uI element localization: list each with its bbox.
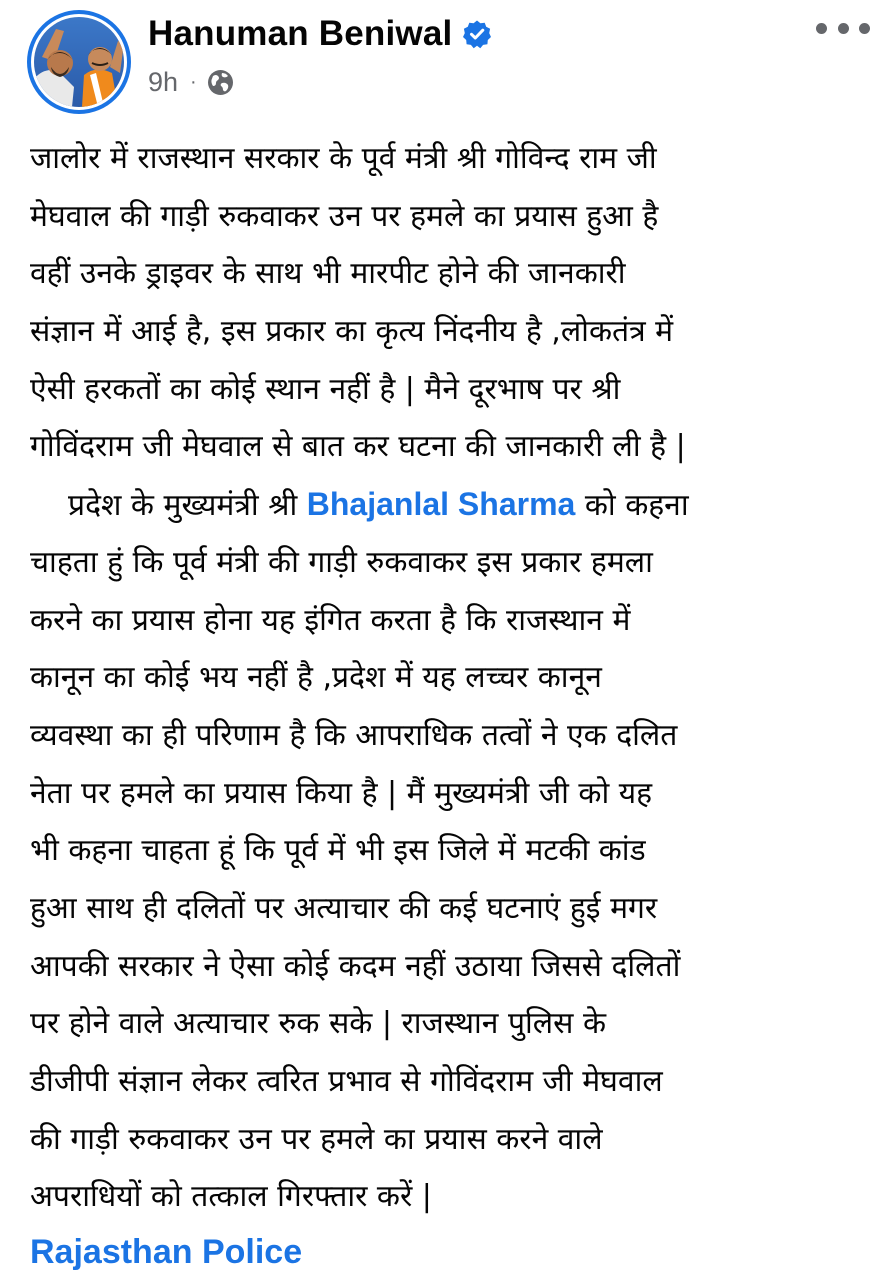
post-header: [0, 0, 892, 122]
post-text-line: वहीं उनके ड्राइवर के साथ भी मारपीट होने की जानकारी: [30, 256, 626, 292]
post-text-line: पर होने वाले अत्याचार रुक सके | राजस्थान पुलिस के: [30, 1006, 606, 1042]
post-text-line: व्यवस्था का ही परिणाम है कि आपराधिक तत्वों ने एक दलित: [30, 717, 678, 753]
post-text-line: जालोर में राजस्थान सरकार के पूर्व मंत्री श्री गोविन्द राम जी: [30, 141, 657, 176]
author-name[interactable]: Hanuman Beniwal: [148, 14, 453, 53]
post-text-line: डीजीपी संज्ञान लेकर त्वरित प्रभाव से गोविंदराम जी मेघवाल: [30, 1064, 663, 1099]
avatar[interactable]: [31, 14, 127, 110]
post-text-line: मेघवाल की गाड़ी रुकवाकर उन पर हमले का प्रयास हुआ है: [30, 198, 659, 234]
post-text-line: नेता पर हमले का प्रयास किया है | मैं मुख्यमंत्री जी को यह: [30, 775, 653, 811]
post-text: [30, 130, 880, 1226]
post-timestamp[interactable]: 9h: [148, 66, 179, 97]
author-row: [148, 12, 492, 56]
profile-photo: [34, 17, 124, 107]
post-text-line: अपराधियों को तत्काल गिरफ्तार करें |: [30, 1179, 432, 1215]
post-text-line: संज्ञान में आई है, इस प्रकार का कृत्य निंदनीय है ,लोकतंत्र में: [30, 314, 674, 350]
post-text-line: चाहता हुं कि पूर्व मंत्री की गाड़ी रुकवाकर इस प्रकार हमला: [30, 544, 653, 580]
avatar-story-ring[interactable]: [27, 10, 131, 114]
post-text-fragment: प्रदेश के मुख्यमंत्री श्री: [68, 488, 307, 524]
more-options-icon: [816, 23, 827, 34]
more-options-icon-dot: [838, 23, 849, 34]
post-text-line: गोविंदराम जी मेघवाल से बात कर घटना की जानकारी ली है |: [30, 429, 686, 465]
more-options-button[interactable]: [816, 12, 870, 44]
post-text-line: हुआ साथ ही दलितों पर अत्याचार की कई घटनाएं हुई मगर: [30, 890, 658, 926]
verified-badge-icon: [462, 19, 492, 49]
meta-separator: ·: [190, 70, 197, 93]
post-text-line: आपकी सरकार ने ऐसा कोई कदम नहीं उठाया जिससे दलितों: [30, 948, 681, 984]
more-options-icon-dot: [859, 23, 870, 34]
post-text-line-mention: [30, 476, 880, 534]
mention-link-police[interactable]: Rajasthan Police: [30, 1233, 303, 1271]
post-meta: [148, 64, 234, 100]
post-text-line: करने का प्रयास होना यह इंगित करता है कि राजस्थान में: [30, 602, 631, 638]
post-text-line: की गाड़ी रुकवाकर उन पर हमले का प्रयास करने वाले: [30, 1121, 603, 1157]
post-text-line: भी कहना चाहता हूं कि पूर्व में भी इस जिले में मटकी कांड: [30, 833, 646, 869]
globe-icon[interactable]: [207, 69, 234, 96]
post-text-line: ऐसी हरकतों का कोई स्थान नहीं है | मैने दूरभाष पर श्री: [30, 371, 621, 407]
mention-link-cm[interactable]: Bhajanlal Sharma: [306, 486, 576, 523]
post-text-line: कानून का कोई भय नहीं है ,प्रदेश में यह लच्चर कानून: [30, 660, 602, 696]
post-text-fragment: को कहना: [575, 488, 689, 524]
